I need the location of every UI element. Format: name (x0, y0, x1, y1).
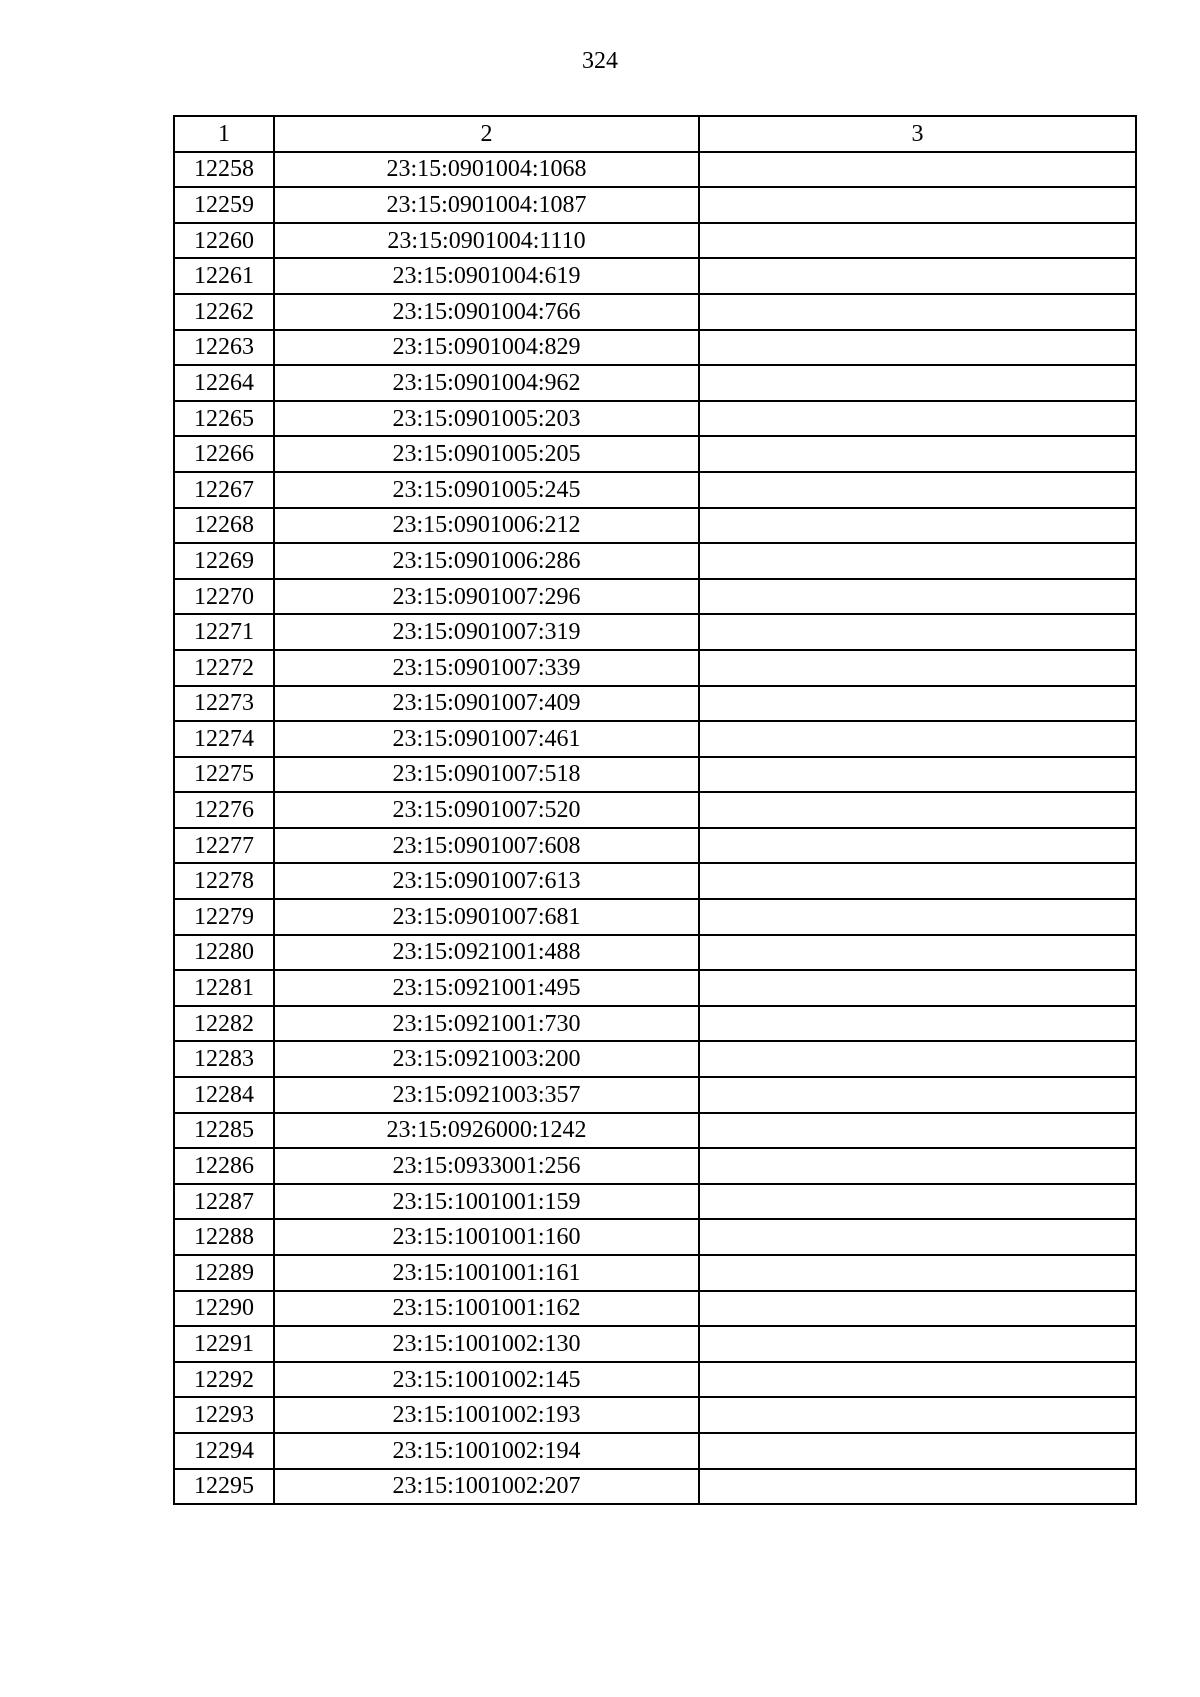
table-row (174, 935, 1136, 971)
row-number-cell: 12287 (174, 1184, 274, 1220)
column-header-1: 1 (174, 116, 274, 152)
cadastral-number-cell: 23:15:0933001:256 (274, 1148, 699, 1184)
table-row (174, 721, 1136, 757)
note-cell (699, 863, 1136, 899)
table-row (174, 686, 1136, 722)
row-number-cell: 12273 (174, 686, 274, 722)
note-cell (699, 614, 1136, 650)
row-number-cell: 12274 (174, 721, 274, 757)
note-cell (699, 1006, 1136, 1042)
row-number-cell: 12258 (174, 152, 274, 188)
note-cell (699, 152, 1136, 188)
note-cell (699, 1397, 1136, 1433)
row-number-cell: 12277 (174, 828, 274, 864)
note-cell (699, 1219, 1136, 1255)
table-row (174, 223, 1136, 259)
cadastral-number-cell: 23:15:0901007:520 (274, 792, 699, 828)
cadastral-number-cell: 23:15:0901007:681 (274, 899, 699, 935)
row-number-cell: 12280 (174, 935, 274, 971)
cadastral-number-cell: 23:15:0901004:962 (274, 365, 699, 401)
cadastral-number-cell: 23:15:0901004:1068 (274, 152, 699, 188)
cadastral-number-cell: 23:15:0901005:203 (274, 401, 699, 437)
row-number-cell: 12272 (174, 650, 274, 686)
row-number-cell: 12278 (174, 863, 274, 899)
table-row (174, 187, 1136, 223)
note-cell (699, 579, 1136, 615)
note-cell (699, 1469, 1136, 1505)
table-row (174, 1077, 1136, 1113)
cadastral-number-cell: 23:15:0901007:613 (274, 863, 699, 899)
note-cell (699, 1255, 1136, 1291)
note-cell (699, 899, 1136, 935)
table-row (174, 1397, 1136, 1433)
row-number-cell: 12263 (174, 330, 274, 366)
cadastral-number-cell: 23:15:0921003:200 (274, 1041, 699, 1077)
row-number-cell: 12288 (174, 1219, 274, 1255)
note-cell (699, 970, 1136, 1006)
note-cell (699, 508, 1136, 544)
cadastral-number-cell: 23:15:0901004:1110 (274, 223, 699, 259)
note-cell (699, 294, 1136, 330)
cadastral-number-cell: 23:15:1001001:159 (274, 1184, 699, 1220)
table-row (174, 1184, 1136, 1220)
table-row (174, 792, 1136, 828)
row-number-cell: 12279 (174, 899, 274, 935)
row-number-cell: 12262 (174, 294, 274, 330)
cadastral-number-cell: 23:15:0901005:205 (274, 436, 699, 472)
table-row (174, 970, 1136, 1006)
note-cell (699, 1291, 1136, 1327)
row-number-cell: 12264 (174, 365, 274, 401)
cadastral-number-cell: 23:15:0901004:829 (274, 330, 699, 366)
cadastral-number-cell: 23:15:0901006:212 (274, 508, 699, 544)
cadastral-number-cell: 23:15:0901007:409 (274, 686, 699, 722)
note-cell (699, 757, 1136, 793)
note-cell (699, 1077, 1136, 1113)
cadastral-number-cell: 23:15:0901007:339 (274, 650, 699, 686)
note-cell (699, 792, 1136, 828)
table-row (174, 1433, 1136, 1469)
row-number-cell: 12260 (174, 223, 274, 259)
column-header-3: 3 (699, 116, 1136, 152)
table-row (174, 1362, 1136, 1398)
cadastral-number-cell: 23:15:0926000:1242 (274, 1113, 699, 1149)
cadastral-number-cell: 23:15:0921001:730 (274, 1006, 699, 1042)
row-number-cell: 12289 (174, 1255, 274, 1291)
note-cell (699, 187, 1136, 223)
row-number-cell: 12291 (174, 1326, 274, 1362)
row-number-cell: 12282 (174, 1006, 274, 1042)
cadastral-number-cell: 23:15:0921003:357 (274, 1077, 699, 1113)
row-number-cell: 12292 (174, 1362, 274, 1398)
note-cell (699, 365, 1136, 401)
table-row (174, 1041, 1136, 1077)
row-number-cell: 12269 (174, 543, 274, 579)
table-row (174, 579, 1136, 615)
note-cell (699, 1362, 1136, 1398)
table-row (174, 650, 1136, 686)
cadastral-number-cell: 23:15:0921001:488 (274, 935, 699, 971)
cadastral-number-cell: 23:15:0901007:319 (274, 614, 699, 650)
table-row (174, 899, 1136, 935)
table-row (174, 472, 1136, 508)
note-cell (699, 258, 1136, 294)
row-number-cell: 12285 (174, 1113, 274, 1149)
row-number-cell: 12290 (174, 1291, 274, 1327)
row-number-cell: 12293 (174, 1397, 274, 1433)
table-row (174, 1006, 1136, 1042)
note-cell (699, 686, 1136, 722)
cadastral-number-cell: 23:15:1001002:207 (274, 1469, 699, 1505)
note-cell (699, 1433, 1136, 1469)
cadastral-number-cell: 23:15:0901007:608 (274, 828, 699, 864)
table-row (174, 1291, 1136, 1327)
page-number: 324 (582, 48, 618, 74)
note-cell (699, 721, 1136, 757)
row-number-cell: 12268 (174, 508, 274, 544)
cadastral-number-cell: 23:15:1001002:194 (274, 1433, 699, 1469)
cadastral-number-cell: 23:15:1001001:160 (274, 1219, 699, 1255)
cadastral-number-cell: 23:15:0901005:245 (274, 472, 699, 508)
table-row (174, 152, 1136, 188)
row-number-cell: 12276 (174, 792, 274, 828)
cadastral-number-cell: 23:15:0901004:766 (274, 294, 699, 330)
cadastral-number-cell: 23:15:0901007:461 (274, 721, 699, 757)
table-row (174, 614, 1136, 650)
table-row (174, 258, 1136, 294)
table-row (174, 1219, 1136, 1255)
row-number-cell: 12266 (174, 436, 274, 472)
row-number-cell: 12270 (174, 579, 274, 615)
row-number-cell: 12265 (174, 401, 274, 437)
data-table (173, 115, 1137, 1505)
note-cell (699, 472, 1136, 508)
cadastral-number-cell: 23:15:0921001:495 (274, 970, 699, 1006)
cadastral-number-cell: 23:15:0901004:1087 (274, 187, 699, 223)
note-cell (699, 330, 1136, 366)
table-row (174, 828, 1136, 864)
table-row (174, 294, 1136, 330)
column-header-2: 2 (274, 116, 699, 152)
table-row (174, 543, 1136, 579)
row-number-cell: 12259 (174, 187, 274, 223)
table-row (174, 401, 1136, 437)
cadastral-number-cell: 23:15:1001001:162 (274, 1291, 699, 1327)
table-row (174, 1148, 1136, 1184)
note-cell (699, 543, 1136, 579)
cadastral-number-cell: 23:15:1001002:130 (274, 1326, 699, 1362)
note-cell (699, 436, 1136, 472)
note-cell (699, 1113, 1136, 1149)
note-cell (699, 650, 1136, 686)
row-number-cell: 12284 (174, 1077, 274, 1113)
note-cell (699, 401, 1136, 437)
row-number-cell: 12281 (174, 970, 274, 1006)
cadastral-number-cell: 23:15:0901004:619 (274, 258, 699, 294)
row-number-cell: 12267 (174, 472, 274, 508)
row-number-cell: 12275 (174, 757, 274, 793)
row-number-cell: 12283 (174, 1041, 274, 1077)
table-row (174, 330, 1136, 366)
cadastral-number-cell: 23:15:1001001:161 (274, 1255, 699, 1291)
row-number-cell: 12271 (174, 614, 274, 650)
table-row (174, 508, 1136, 544)
table-row (174, 1326, 1136, 1362)
table-header (174, 116, 1136, 152)
table-row (174, 1469, 1136, 1505)
table-row (174, 1113, 1136, 1149)
note-cell (699, 1148, 1136, 1184)
table-row (174, 436, 1136, 472)
table-row (174, 863, 1136, 899)
cadastral-number-cell: 23:15:0901006:286 (274, 543, 699, 579)
row-number-cell: 12261 (174, 258, 274, 294)
note-cell (699, 223, 1136, 259)
table-row (174, 757, 1136, 793)
note-cell (699, 1041, 1136, 1077)
note-cell (699, 935, 1136, 971)
cadastral-number-cell: 23:15:1001002:145 (274, 1362, 699, 1398)
note-cell (699, 1326, 1136, 1362)
table-body (174, 152, 1136, 1505)
row-number-cell: 12286 (174, 1148, 274, 1184)
header-row (174, 116, 1136, 152)
table-row (174, 1255, 1136, 1291)
cadastral-number-cell: 23:15:1001002:193 (274, 1397, 699, 1433)
cadastral-number-cell: 23:15:0901007:296 (274, 579, 699, 615)
row-number-cell: 12294 (174, 1433, 274, 1469)
cadastral-number-cell: 23:15:0901007:518 (274, 757, 699, 793)
row-number-cell: 12295 (174, 1469, 274, 1505)
note-cell (699, 1184, 1136, 1220)
note-cell (699, 828, 1136, 864)
table-row (174, 365, 1136, 401)
